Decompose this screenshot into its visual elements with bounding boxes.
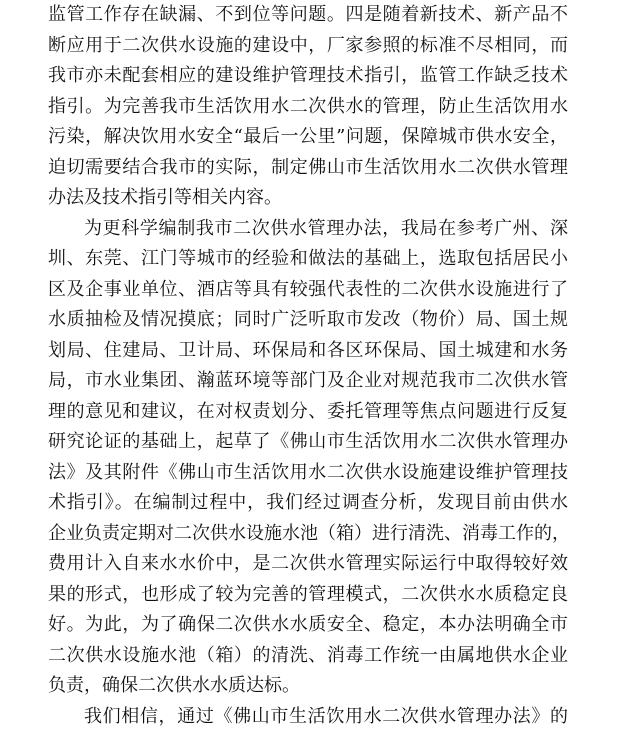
text-line: 负责，确保二次供水水质达标。 <box>48 671 568 702</box>
text-line: 好。为此，为了确保二次供水水质安全、稳定，本办法明确全市 <box>48 610 568 641</box>
text-line: 为更科学编制我市二次供水管理办法，我局在参考广州、深 <box>48 214 568 245</box>
paragraph-3 <box>48 702 568 732</box>
text-line: 费用计入自来水水价中，是二次供水管理实际运行中取得较好效 <box>48 549 568 580</box>
text-line: 局，市水业集团、瀚蓝环境等部门及企业对规范我市二次供水管 <box>48 366 568 397</box>
text-line: 断应用于二次供水设施的建设中，厂家参照的标准不尽相同，而 <box>48 31 568 62</box>
text-line: 圳、东莞、江门等城市的经验和做法的基础上，选取包括居民小 <box>48 244 568 275</box>
text-line: 指引。为完善我市生活饮用水二次供水的管理，防止生活饮用水 <box>48 92 568 123</box>
text-line: 区及企事业单位、酒店等具有较强代表性的二次供水设施进行了 <box>48 275 568 306</box>
text-line: 污染，解决饮用水安全“最后一公里”问题，保障城市供水安全， <box>48 122 568 153</box>
text-line: 企业负责定期对二次供水设施水池（箱）进行清洗、消毒工作的， <box>48 519 568 550</box>
document-body <box>48 0 568 732</box>
text-line: 水质抽检及情况摸底；同时广泛听取市发改（物价）局、国土规 <box>48 305 568 336</box>
paragraph-1 <box>48 0 568 214</box>
text-line: 理的意见和建议，在对权责划分、委托管理等焦点问题进行反复 <box>48 397 568 428</box>
text-line: 研究论证的基础上，起草了《佛山市生活饮用水二次供水管理办 <box>48 427 568 458</box>
text-line: 果的形式，也形成了较为完善的管理模式，二次供水水质稳定良 <box>48 580 568 611</box>
text-line: 二次供水设施水池（箱）的清洗、消毒工作统一由属地供水企业 <box>48 641 568 672</box>
paragraph-2 <box>48 214 568 702</box>
text-line: 划局、住建局、卫计局、环保局和各区环保局、国土城建和水务 <box>48 336 568 367</box>
text-line: 监管工作存在缺漏、不到位等问题。四是随着新技术、新产品不 <box>48 0 568 31</box>
text-line: 法》及其附件《佛山市生活饮用水二次供水设施建设维护管理技 <box>48 458 568 489</box>
text-line: 我市亦未配套相应的建设维护管理技术指引，监管工作缺乏技术 <box>48 61 568 92</box>
text-line: 我们相信，通过《佛山市生活饮用水二次供水管理办法》的 <box>48 702 568 732</box>
text-line: 办法及技术指引等相关内容。 <box>48 183 568 214</box>
text-line: 迫切需要结合我市的实际，制定佛山市生活饮用水二次供水管理 <box>48 153 568 184</box>
text-line: 术指引》。在编制过程中，我们经过调查分析，发现目前由供水 <box>48 488 568 519</box>
